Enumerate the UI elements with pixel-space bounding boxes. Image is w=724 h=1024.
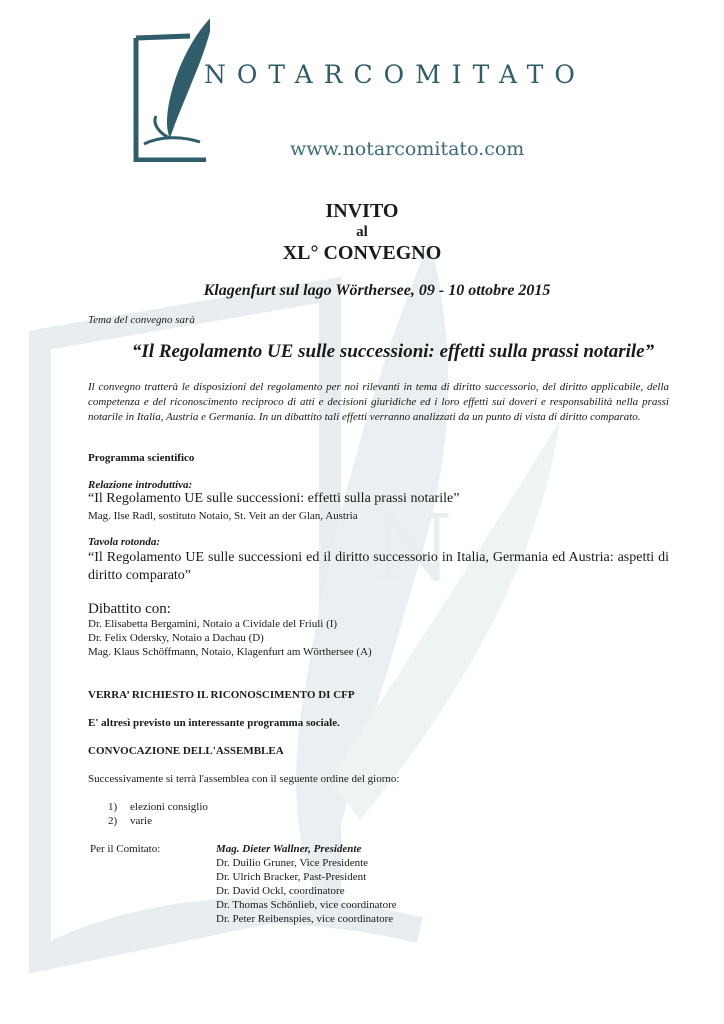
relazione-label: Relazione introduttiva: [88, 479, 193, 491]
place-date: Klagenfurt sul lago Wörthersee, 09 - 10 ottobre 2015 [203, 282, 551, 299]
committee-member: Dr. Ulrich Bracker, Past-President [216, 871, 367, 883]
logo-website-link[interactable]: www.notarcomitato.com [290, 138, 525, 160]
invitation-heading: INVITO [325, 200, 399, 222]
programme-heading: Programma scientifico [88, 452, 195, 464]
tavola-title: “Il Regolamento UE sulle successioni ed il diritto successorio in Italia, Germania ed Austria: aspetti di diritto comparato” [88, 550, 669, 583]
committee-label: Per il Comitato: [90, 843, 161, 855]
theme-title: “Il Regolamento UE sulle successioni: effetti sulla prassi notarile” [131, 341, 655, 362]
committee-member: Dr. David Ockl, coordinatore [216, 885, 345, 897]
dibattito-participant: Dr. Elisabetta Bergamini, Notaio a Cividale del Friuli (I) [88, 618, 338, 630]
theme-description: Il convegno tratterà le disposizioni del regolamento per noi rilevanti in tema di diritto successorio, del diritto applicabile, della competenza e del riconoscimento reciproco di atti e decisioni giuridiche ed i loro effetti sui doveri e responsabilità nella prassi notarile in Italia, Austria e Germania. In un dibattito tali effetti verranno analizzati da un punto di vista di diritto comparato. [88, 381, 669, 423]
social-programme-notice: E' altresì previsto un interessante programma sociale. [88, 717, 340, 729]
tavola-label: Tavola rotonda: [88, 536, 161, 548]
agenda-item-number: 2) [108, 815, 118, 827]
committee-member: Dr. Duilio Gruner, Vice Presidente [216, 857, 369, 869]
relazione-title: “Il Regolamento UE sulle successioni: effetti sulla prassi notarile” [88, 491, 460, 506]
theme-intro-label: Tema del convegno sarà [88, 314, 195, 326]
assembly-heading: CONVOCAZIONE DELL'ASSEMBLEA [88, 745, 284, 757]
committee-member: Dr. Thomas Schönlieb, vice coordinatore [216, 899, 397, 911]
agenda-item-text: varie [130, 815, 152, 827]
invitation-al: al [356, 224, 368, 240]
assembly-text: Successivamente si terrà l'assemblea con il seguente ordine del giorno: [88, 773, 400, 785]
quill-book-logo-icon [130, 12, 210, 162]
dibattito-participant: Dr. Felix Odersky, Notaio a Dachau (D) [88, 632, 264, 644]
committee-member: Dr. Peter Reibenspies, vice coordinatore [216, 913, 394, 925]
dibattito-participant: Mag. Klaus Schöffmann, Notaio, Klagenfurt am Wörthersee (A) [88, 646, 372, 658]
dibattito-label: Dibattito con: [88, 601, 171, 617]
convention-heading: XL° CONVEGNO [282, 242, 442, 264]
president-signature: Mag. Dieter Wallner, Presidente [216, 843, 362, 855]
svg-text:N: N [372, 495, 453, 602]
relazione-speaker: Mag. Ilse Radl, sostituto Notaio, St. Veit an der Glan, Austria [88, 510, 358, 522]
cfp-notice: VERRA’ RICHIESTO IL RICONOSCIMENTO DI CFP [88, 689, 355, 701]
agenda-item-text: elezioni consiglio [130, 801, 208, 813]
logo-wordmark: NOTARCOMITATO [204, 60, 586, 89]
agenda-item-number: 1) [108, 801, 118, 813]
